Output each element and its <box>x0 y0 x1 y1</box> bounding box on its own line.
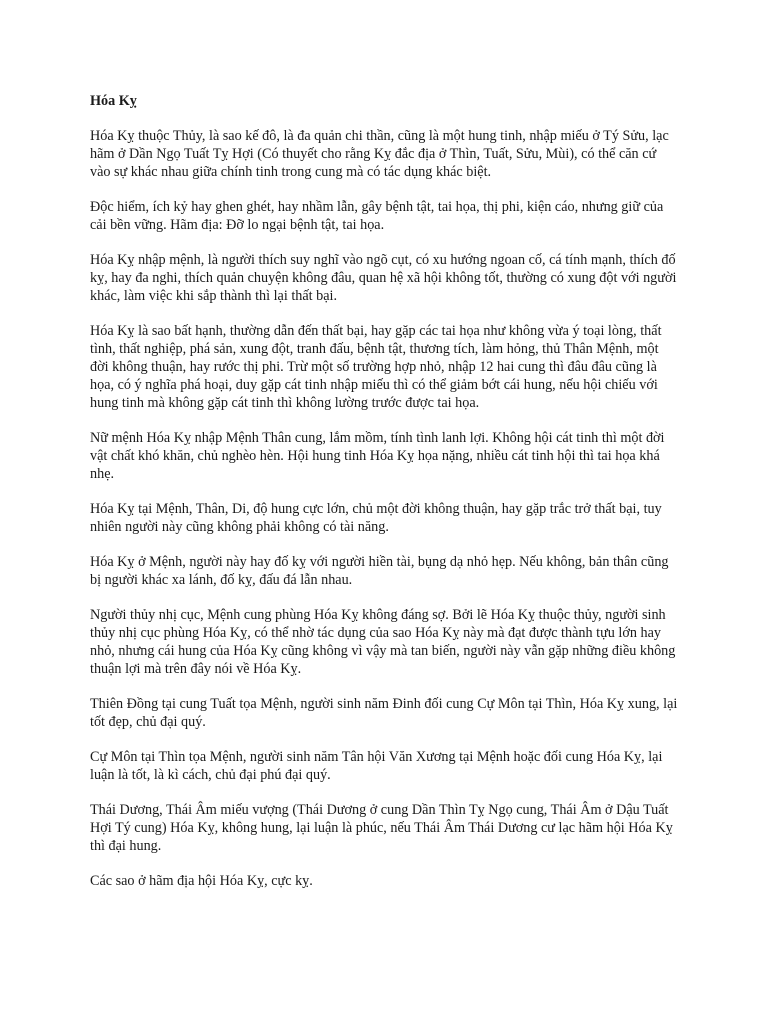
paragraph-2: Độc hiểm, ích kỷ hay ghen ghét, hay nhầm lẫn, gây bệnh tật, tai họa, thị phi, kiện cáo, nhưng giữ của cải bền vững. Hãm địa: Đỡ lo ngại bệnh tật, tai họa. <box>90 199 664 233</box>
paragraph-6: Hóa Kỵ tại Mệnh, Thân, Di, độ hung cực lớn, chủ một đời không thuận, hay gặp trắc trở thất bại, tuy nhiên người này cũng không phải không có tài năng. <box>90 501 662 535</box>
paragraph-9: Thiên Đồng tại cung Tuất tọa Mệnh, người sinh năm Đinh đối cung Cự Môn tại Thìn, Hóa Kỵ xung, lại tốt đẹp, chủ đại quý. <box>90 696 678 730</box>
paragraph-8: Người thủy nhị cục, Mệnh cung phùng Hóa Kỵ không đáng sợ. Bởi lẽ Hóa Kỵ thuộc thủy, người sinh thủy nhị cục phùng Hóa Kỵ, có thể nhờ tác dụng của sao Hóa Kỵ này mà đạt được thành tựu lớn hay nhỏ, nhưng cái hung của Hóa Kỵ cũng không vì vậy mà tan biến, người này vẫn gặp những điều không thuận lợi mà trên đây nói về Hóa Kỵ. <box>90 607 676 677</box>
paragraph-1: Hóa Kỵ thuộc Thủy, là sao kế đô, là đa quản chi thần, cũng là một hung tinh, nhập miếu ở Tý Sửu, lạc hãm ở Dần Ngọ Tuất Tỵ Hợi (Có thuyết cho rằng Kỵ đắc địa ở Thìn, Tuất, Sửu, Mùi), có thể căn cứ vào sự khác nhau giữa chính tinh trong cung mà có tác dụng khác biệt. <box>90 128 669 180</box>
paragraph-12: Các sao ở hãm địa hội Hóa Kỵ, cực kỵ. <box>90 873 313 889</box>
paragraph-5: Nữ mệnh Hóa Kỵ nhập Mệnh Thân cung, lắm mồm, tính tình lanh lợi. Không hội cát tinh thì một đời vật chất khó khăn, chủ nghèo hèn. Hội hung tinh Hóa Kỵ họa nặng, nhiều cát tinh hội thì tai họa khá nhẹ. <box>90 430 665 482</box>
paragraph-3: Hóa Kỵ nhập mệnh, là người thích suy nghĩ vào ngõ cụt, có xu hướng ngoan cố, cá tính mạnh, thích đố kỵ, hay đa nghi, thích quản chuyện không đâu, quan hệ xã hội không tốt, thường có xung đột với người khác, làm việc khi sắp thành thì lại thất bại. <box>90 252 677 304</box>
paragraph-11: Thái Dương, Thái Âm miếu vượng (Thái Dương ở cung Dần Thìn Tỵ Ngọ cung, Thái Âm ở Dậu Tuất Hợi Tý cung) Hóa Kỵ, không hung, lại luận là phúc, nếu Thái Âm Thái Dương cư lạc hãm hội Hóa Kỵ thì đại hung. <box>90 802 673 854</box>
paragraph-7: Hóa Kỵ ở Mệnh, người này hay đố kỵ với người hiền tài, bụng dạ nhỏ hẹp. Nếu không, bản thân cũng bị người khác xa lánh, đố kỵ, đấu đá lẫn nhau. <box>90 554 669 588</box>
document-title: Hóa Kỵ <box>90 93 137 109</box>
document-page <box>90 92 680 907</box>
paragraph-4: Hóa Kỵ là sao bất hạnh, thường dẫn đến thất bại, hay gặp các tai họa như không vừa ý toại lòng, thất tình, thất nghiệp, phá sản, xung đột, tranh đấu, bệnh tật, thương tích, làm hỏng, thủ Thân Mệnh, một đời không thuận, hay rước thị phi. Trừ một số trường hợp nhỏ, nhập 12 hai cung thì đâu đâu cũng là họa, có ý nghĩa phá hoại, duy gặp cát tinh nhập miếu thì có thể giảm bớt cái hung, nếu hội chiếu với hung tinh mà không gặp cát tinh thì không lường trước được tai họa. <box>90 323 662 411</box>
paragraph-10: Cự Môn tại Thìn tọa Mệnh, người sinh năm Tân hội Văn Xương tại Mệnh hoặc đối cung Hóa Kỵ, lại luận là tốt, là kì cách, chủ đại phú đại quý. <box>90 749 663 783</box>
